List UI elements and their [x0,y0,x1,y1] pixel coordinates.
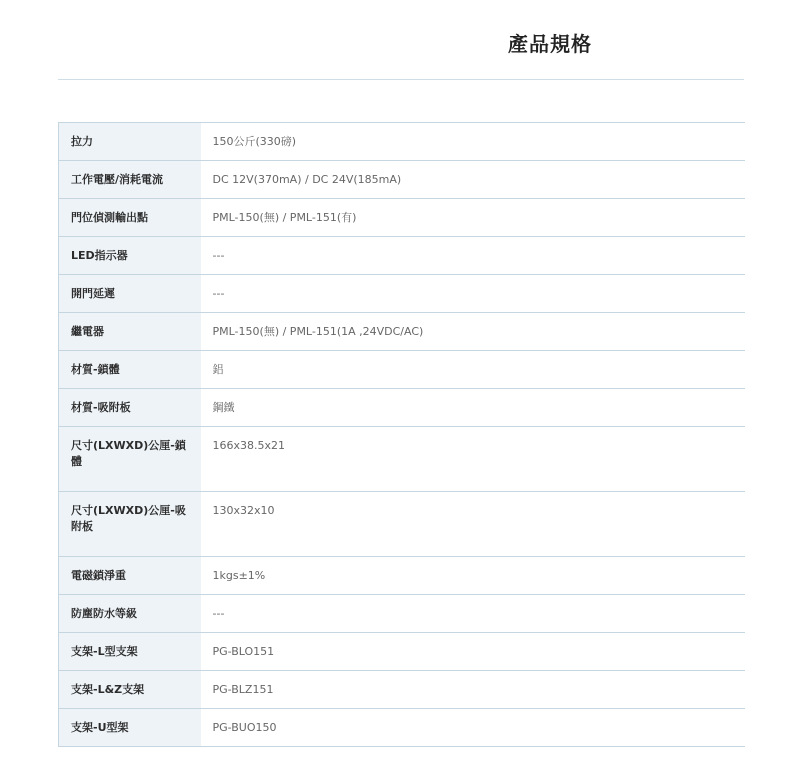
spec-value: 鋁 [201,351,745,389]
spec-value: PG-BUO150 [201,709,745,747]
spec-row-u-bracket [59,709,745,747]
spec-value: PML-150(無) / PML-151(1A ,24VDC/AC) [201,313,745,351]
spec-label: 開門延遲 [59,275,201,313]
spec-table [58,122,745,747]
spec-row-material-plate [59,389,745,427]
spec-row-open-delay [59,275,745,313]
spec-value: 150公斤(330磅) [201,123,745,161]
spec-label: 尺寸(LXWXD)公厘-鎖體 [59,427,201,492]
spec-label: 支架-L型支架 [59,633,201,671]
spec-row-voltage-current [59,161,745,199]
spec-label: 繼電器 [59,313,201,351]
spec-value: --- [201,275,745,313]
spec-row-material-body [59,351,745,389]
spec-row-dimensions-plate [59,492,745,557]
spec-label: LED指示器 [59,237,201,275]
spec-label: 支架-L&Z支架 [59,671,201,709]
spec-label: 支架-U型架 [59,709,201,747]
spec-value: PML-150(無) / PML-151(有) [201,199,745,237]
spec-value: --- [201,595,745,633]
title-divider [58,79,744,80]
spec-row-relay [59,313,745,351]
spec-row-net-weight [59,557,745,595]
spec-value: DC 12V(370mA) / DC 24V(185mA) [201,161,745,199]
spec-value: PG-BLO151 [201,633,745,671]
spec-row-l-bracket [59,633,745,671]
spec-label: 材質-吸附板 [59,389,201,427]
spec-value: 1kgs±1% [201,557,745,595]
spec-value: 130x32x10 [201,492,745,557]
spec-row-door-sensor-output [59,199,745,237]
spec-label: 材質-鎖體 [59,351,201,389]
spec-value: --- [201,237,745,275]
spec-label: 門位偵測輸出點 [59,199,201,237]
spec-row-pull-force [59,123,745,161]
spec-label: 工作電壓/消耗電流 [59,161,201,199]
spec-label: 尺寸(LXWXD)公厘-吸附板 [59,492,201,557]
spec-label: 電磁鎖淨重 [59,557,201,595]
page-title: 產品規格 [508,32,592,56]
spec-value: PG-BLZ151 [201,671,745,709]
spec-row-lz-bracket [59,671,745,709]
spec-label: 拉力 [59,123,201,161]
spec-value: 鋼鐵 [201,389,745,427]
spec-label: 防塵防水等級 [59,595,201,633]
spec-row-ip-rating [59,595,745,633]
spec-row-led-indicator [59,237,745,275]
spec-row-dimensions-body [59,427,745,492]
spec-value: 166x38.5x21 [201,427,745,492]
